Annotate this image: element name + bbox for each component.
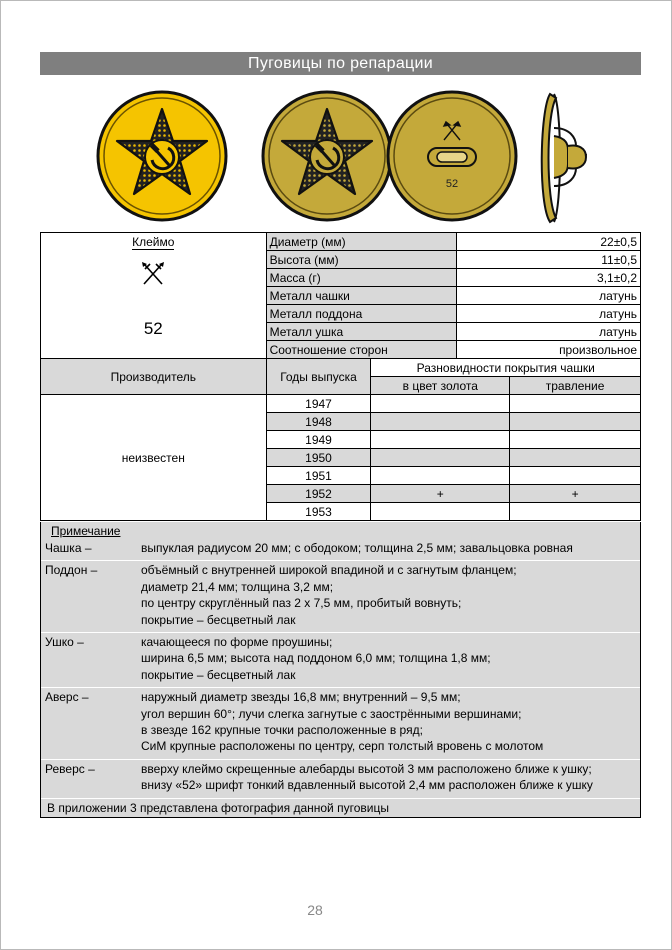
note-text (141, 689, 543, 755)
note-line: качающееся по форме проушины; (141, 635, 333, 650)
etch-cell: + (510, 485, 641, 503)
gold-cell: + (371, 485, 510, 503)
page-title: Пуговицы по репарации (40, 52, 641, 75)
profile-illustration (532, 88, 602, 228)
spec-label: Металл ушка (266, 323, 457, 341)
notes-section (40, 522, 641, 818)
spec-label: Диаметр (мм) (266, 233, 457, 251)
stamp-number: 52 (143, 319, 163, 338)
button-illustrations (40, 88, 641, 228)
note-line: СиМ крупные расположены по центру, серп толстый вровень с молотом (141, 739, 544, 754)
years-header: Годы выпуска (266, 359, 371, 395)
year-cell: 1949 (266, 431, 371, 449)
note-line: внизу «52» шрифт тонкий вдавленный высотой 2,4 мм расположен ближе к ушку (141, 778, 593, 793)
etch-cell (510, 395, 641, 413)
note-line: в звезде 162 крупные точки расположенные в ряд; (141, 723, 423, 738)
note-line: выпуклая радиусом 20 мм; с ободоком; толщина 2,5 мм; завальцовка ровная (141, 541, 573, 555)
note-row-cup (41, 539, 640, 561)
note-line: объёмный с внутренней широкой впадиной и с загнутым фланцем; (141, 563, 517, 578)
note-row-tray (41, 561, 640, 633)
specs-table (40, 232, 641, 521)
notes-heading: Примечание (51, 524, 121, 538)
reverse-illustration (382, 88, 522, 228)
etch-cell (510, 467, 641, 485)
etch-cell (510, 413, 641, 431)
note-text (141, 540, 573, 556)
etch-cell (510, 449, 641, 467)
stamp-heading: Клеймо (132, 235, 175, 249)
note-line: ширина 6,5 мм; высота над поддоном 6,0 мм; толщина 1,8 мм; (141, 651, 491, 666)
spec-label: Высота (мм) (266, 251, 457, 269)
stamp-cell (41, 233, 267, 359)
note-line: по центру скруглённый паз 2 х 7,5 мм, пробитый вовнуть; (141, 596, 462, 611)
spec-value: произвольное (457, 341, 641, 359)
note-row-obverse (41, 688, 640, 760)
gold-cell (371, 431, 510, 449)
note-label: Чашка – (45, 541, 92, 555)
note-text (141, 761, 593, 794)
spec-value: 3,1±0,2 (457, 269, 641, 287)
year-cell: 1952 (266, 485, 371, 503)
note-label: Реверс – (45, 761, 95, 776)
spec-label: Металл поддона (266, 305, 457, 323)
etch-cell (510, 431, 641, 449)
spec-value: 11±0,5 (457, 251, 641, 269)
year-cell: 1947 (266, 395, 371, 413)
reverse-number: 52 (445, 178, 459, 190)
note-label: Аверс – (45, 690, 89, 705)
appendix-note: В приложении 3 представлена фотография данной пуговицы (41, 799, 640, 817)
gold-cell (371, 503, 510, 521)
spec-value: латунь (457, 323, 641, 341)
spec-label: Металл чашки (266, 287, 457, 305)
spec-label: Соотношение сторон (266, 341, 457, 359)
spec-label: Масса (г) (266, 269, 457, 287)
year-cell: 1953 (266, 503, 371, 521)
note-line: покрытие – бесцветный лак (141, 667, 296, 682)
note-label: Поддон – (45, 563, 98, 578)
gold-cell (371, 413, 510, 431)
coverage-header: Разновидности покрытия чашки (371, 359, 641, 377)
note-line: вверху клеймо скрещенные алебарды высотой 3 мм расположено ближе к ушку; (141, 761, 592, 776)
gold-cell (371, 467, 510, 485)
obverse-gold-illustration (92, 88, 232, 228)
col-gold-header: в цвет золота (371, 377, 510, 395)
manufacturer-header: Производитель (41, 359, 267, 395)
year-cell: 1951 (266, 467, 371, 485)
spec-value: латунь (457, 287, 641, 305)
crossed-halberds-icon (44, 260, 263, 289)
gold-cell (371, 395, 510, 413)
etch-cell (510, 503, 641, 521)
spec-value: латунь (457, 305, 641, 323)
note-line: угол вершин 60°; лучи слегка загнутые с заострёнными вершинами; (141, 706, 522, 721)
obverse-etched-illustration (257, 88, 397, 228)
year-cell: 1948 (266, 413, 371, 431)
note-label: Ушко – (45, 635, 84, 650)
note-line: диаметр 21,4 мм; толщина 3,2 мм; (141, 579, 334, 594)
page-number: 28 (307, 902, 323, 918)
note-row-shank (41, 633, 640, 688)
note-text (141, 562, 517, 628)
note-line: покрытие – бесцветный лак (141, 612, 296, 627)
manufacturer-cell: неизвестен (41, 395, 267, 521)
note-text (141, 634, 491, 683)
spec-value: 22±0,5 (457, 233, 641, 251)
year-cell: 1950 (266, 449, 371, 467)
note-row-reverse (41, 760, 640, 799)
gold-cell (371, 449, 510, 467)
note-line: наружный диаметр звезды 16,8 мм; внутренний – 9,5 мм; (141, 690, 461, 705)
col-etch-header: травление (510, 377, 641, 395)
